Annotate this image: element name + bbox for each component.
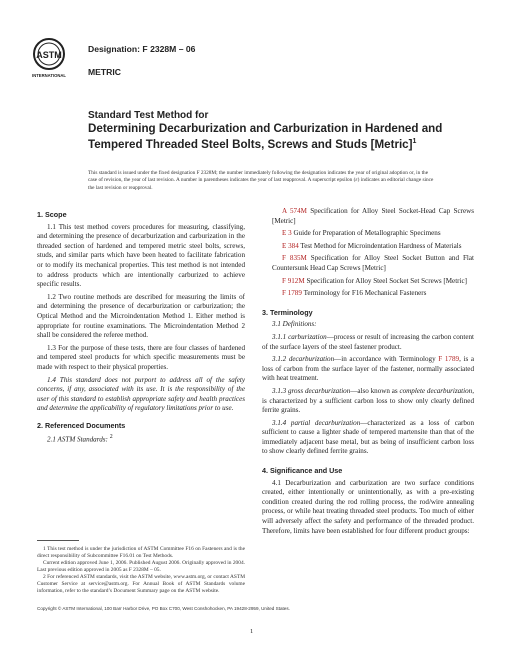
footnotes [37,546,245,595]
metric-label: METRIC [88,67,121,77]
scope-paragraph-3: 1.3 For the purpose of these tests, there are four classes of hardened and tempered steel products for which specific measurements must be made with respect to their physical properties. [37,343,245,371]
scope-paragraph-1: 1.1 This test method covers procedures for measuring, classifying, and determining the presence of decarburization and carburization in the threaded section of hardened and tempered metric steel bolts, screws, studs, and similar parts which have been heated to facilitate fabrication or to modify its mechanical properties. This test method is not intended to address products which are intentionally carburized to achieve specific results. [37,222,245,289]
astm-logo [31,36,67,80]
reference-item[interactable]: E 3 Guide for Preparation of Metallographic Specimens [282,229,441,238]
right-column [262,207,474,539]
footnote-rule [37,540,79,541]
refdocs-paragraph-1: 2.1 ASTM Standards: $^2$ [47,434,113,444]
reference-item[interactable]: F 1789 Terminology for F16 Mechanical Fasteners [282,289,427,298]
scope-paragraph-2: 1.2 Two routine methods are described for measuring the limits of and determining the presence of decarburization or carburization; the Optical Method and the Microindentation Method 1. Either method is appropriate for routine examinations. The Microindentation Method 2 shall be considered the referee method. [37,292,245,340]
significance-paragraph-1: 4.1 Decarburization and carburization are two surface conditions created, either intentionally or unintentionally, as with a pre-existing condition created during the rod rolling process, the rod/wire annealing process, or while heat treating threaded steel products. Too much of either will adversely affect the safety and performance of the threaded product. Therefore, limits have been established for four different product groups: [262,478,474,535]
section-heading-significance: 4. Significance and Use [262,466,343,476]
title-line-1: Standard Test Method for [88,110,209,121]
terminology-paragraph-3: 3.1.2 decarburization—in accordance with Terminology F 1789, is a loss of carbon from the surface layer of the fastener, normally associated with heat treatment. [262,355,475,383]
left-column [37,210,245,448]
title-line-2: Determining Decarburization and Carburization in Hardened and Tempered Threaded Steel Bolts, Screws and Studs [Metric]$^1$ [88,122,443,151]
reference-item[interactable]: E 384 Test Method for Microindentation Hardness of Materials [282,241,462,250]
document-title [88,110,468,151]
section-heading-referenced-documents: 2. Referenced Documents [37,420,126,430]
copyright-line: Copyright © ASTM International, 100 Barr Harbor Drive, PO Box C700, West Conshohocken, PA 19428-2959, United States. [37,606,290,611]
section-heading-terminology: 3. Terminology [262,307,313,317]
scope-paragraph-4: 1.4 This standard does not purport to address all of the safety concerns, if any, associated with its use. It is the responsibility of the user of this standard to establish appropriate safety and health practices and determine the applicability of regulatory limitations prior to use. [37,375,245,413]
designation: Designation: F 2328M – 06 [88,44,196,54]
terminology-paragraph-1: 3.1 Definitions: [272,320,317,329]
section-heading-scope: 1. Scope [37,210,67,219]
terminology-link[interactable]: F 1789 [438,355,460,364]
issued-note: This standard is issued under the fixed designation F 2328M; the number immediately following the designation indicates the year of original adoption or, in the case of revision, the year of last revision. A number in parentheses indicates the year of last reapproval. A superscript epsilon (ε) indicates an editorial change since the last revision or reapproval. [88,170,434,191]
terminology-paragraph-5: 3.1.4 partial decarburization—characterized as a loss of carbon sufficient to cause a lighter shade of tempered martensite than that of the immediately adjacent base metal, but as being of insufficient carbon loss to show clearly defined ferrite grains. [262,418,474,456]
reference-item[interactable]: F 835M Specification for Alloy Steel Socket Button and Flat Countersunk Head Cap Screws [Metric] [272,254,474,272]
footnote-1: 1 This test method is under the jurisdiction of ASTM Committee F16 on Fasteners and is the direct responsibility of Subcommittee F16.01 on Test Methods. [37,546,245,559]
terminology-paragraph-2: 3.1.1 carburization—process or result of increasing the carbon content of the surface layers of the steel fastener product. [262,332,474,351]
logo-text: INTERNATIONAL [32,73,66,78]
svg-text:ASTM: ASTM [36,50,62,60]
reference-item[interactable]: A 574M Specification for Alloy Steel Socket-Head Cap Screws [Metric] [272,207,474,225]
footnote-2: 2 For referenced ASTM standards, visit the ASTM website, www.astm.org, or contact ASTM Customer Service at service@astm.org. For Annual Book of ASTM Standards volume information, refer to the standard’s Document Summary page on the ASTM website. [37,574,245,594]
reference-item[interactable]: F 912M Specification for Alloy Steel Socket Set Screws [Metric] [282,276,468,285]
terminology-paragraph-4: 3.1.3 gross decarburization—also known as complete decarburization, is characterized by a sufficient carbon loss to show only clearly defined ferrite grains. [262,386,474,415]
page-number: 1 [250,628,254,635]
footnote-1b: Current edition approved June 1, 2006. Published August 2006. Originally approved in 2004. Last previous edition approved in 2005 as F 2328M – 05. [37,560,245,573]
